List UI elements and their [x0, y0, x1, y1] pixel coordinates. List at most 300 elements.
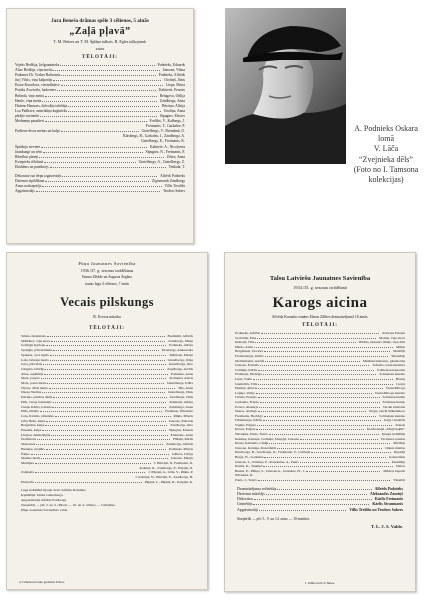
dot-leader	[263, 418, 381, 421]
credit-line: Emma Zētāde un Augusta Šegāna	[82, 275, 132, 279]
row-label: Apgaismotāji	[237, 507, 258, 512]
row-label: Patriks Zweivela, barkeners	[15, 88, 57, 93]
row-value: Podnieks, Eduards	[157, 63, 185, 67]
dot-leader	[266, 492, 367, 495]
row-label: Petriņis, pilsētas melis	[21, 395, 53, 400]
dot-leader	[50, 358, 165, 361]
dot-leader	[42, 428, 165, 431]
row-value: Zīle, Anna	[178, 385, 193, 390]
dot-leader	[51, 433, 167, 436]
row-label: Alise Hedžija, viņa meita	[15, 68, 53, 73]
row-value: Māsitas kapelis	[383, 468, 405, 473]
text-line: Apgaismotājs Alfrēds Feldbergs.	[21, 497, 67, 502]
season-line: 1934./35. g. sezonas izrādīšanā	[293, 285, 347, 290]
row-label: Cirulis, Ernests	[235, 395, 257, 400]
list-row	[15, 189, 185, 194]
dot-leader	[60, 63, 154, 66]
dot-leader	[300, 437, 378, 440]
row-label: Dramatizējuma režisētājs	[237, 486, 277, 491]
row-value: Sīpugins, Morics	[159, 113, 185, 118]
genre-line: Alfrēda Karnaša romāns Elmas Zālītes dramatizējumā 18 ainās.	[271, 315, 369, 319]
dot-leader	[43, 150, 143, 153]
row-label: Dekoratori un tērpu izgatavotājs	[15, 173, 62, 178]
row-value: Zandbergs, Jānis	[169, 395, 193, 400]
season-line: 1936./37. g. sezonas izrādīšanas	[80, 268, 134, 273]
text-line: (Foto no I. Tamsona	[353, 164, 419, 174]
dot-leader	[45, 119, 147, 122]
row-label: Jansone, Kalniņa, Rozenfeldt	[235, 445, 277, 450]
text-line: kolekcijas)	[368, 175, 404, 185]
dot-leader	[300, 460, 389, 463]
printer-line: 4. Cēliens un tautu gredzens Talsos.	[19, 580, 65, 584]
dot-leader	[42, 390, 165, 393]
row-label: Kimoņš, Vilis	[235, 340, 255, 345]
text-line: lomā	[378, 134, 394, 144]
signature: T. L. J. S. Valde.	[371, 524, 403, 530]
dot-leader	[258, 386, 383, 389]
row-label: Freimane, Hedviga	[235, 372, 262, 377]
row-label: Frīdenbergs, Kārlis	[235, 418, 262, 423]
credit-line-2: tautas luga 4 cēlienos, 7 ainās	[85, 282, 129, 286]
dot-leader	[263, 372, 377, 375]
row-value: Podnieka, Anna	[170, 371, 193, 376]
row-label: Padomes Dr. Vorkes Baltromis	[15, 73, 61, 78]
row-value: Podnieka, Annas	[169, 376, 193, 381]
row-label: Laža, bērzaju meita	[21, 357, 49, 362]
row-label: Pieteiks, kalps	[21, 428, 42, 433]
row-label: Kvinpiešu tēlošanā	[15, 159, 44, 164]
list-row	[21, 480, 193, 485]
text-line: Starpbrīdi — pēc 2. un 3. cēliena — 10, un 4. cēliena — 5 minūtes.	[21, 502, 116, 507]
row-label: Skarss, Andrejs	[235, 409, 257, 414]
row-label: Berģerēns, kalps	[21, 423, 45, 428]
row-label: Pauls, J., Teatrs	[235, 478, 257, 482]
dot-leader	[257, 423, 392, 426]
row-label: Lara, Kvinlis, pilsnieks	[21, 413, 54, 418]
row-value: Dāvīds, meistars Ošiņš, viņa dēls	[358, 340, 405, 345]
row-value: Kristaps Peleņis	[382, 331, 405, 335]
dot-leader	[51, 339, 165, 342]
row-label: Klosts, Edgars	[235, 427, 256, 432]
row-label: Lapiņa, Valija	[235, 390, 255, 395]
credits-list	[7, 174, 193, 194]
row-value: Zandberga, Anna	[168, 404, 193, 409]
dot-leader	[256, 391, 372, 394]
dot-leader	[35, 470, 145, 473]
row-value: Vucneiblbogs	[385, 386, 405, 391]
dot-leader	[61, 83, 163, 86]
dot-leader	[47, 381, 164, 384]
row-label: Mols, poera meita	[21, 381, 47, 386]
play-author-line: Jara Beneša drāmas spēle 3 cēlienos, 5 ainās	[51, 18, 149, 24]
row-label: Cīpara, Jānis meita	[21, 385, 48, 390]
row-value: Freilibs, V., Kalbergs, J.	[149, 119, 185, 124]
dot-leader	[253, 502, 369, 505]
row-value: Konferansjē „Zilajā kaķīti”	[366, 427, 405, 432]
dot-leader	[257, 336, 376, 339]
row-label: pārējie tuvinieki	[15, 113, 40, 118]
row-label: Barkis, E., Pūliņa, S., Jansons G., Garkalne, Fr., J.	[235, 468, 306, 473]
text-line: Pūņu Jaunatnes Savienības valde.	[21, 507, 69, 512]
dot-leader	[37, 437, 170, 440]
row-value: Solmeisau kundze	[379, 413, 405, 418]
row-value: Pūpiņš, L., Pūpiņš, R., Kalpiņš, K.	[144, 479, 193, 484]
dot-leader	[40, 409, 162, 412]
row-value: Pasnātāja	[391, 459, 405, 464]
cast-heading: TĒLOTĀJI:	[82, 55, 118, 60]
dot-leader	[61, 129, 139, 132]
row-label: Skaterests	[21, 442, 36, 447]
row-label: Spuļans, vecs ieprīs	[21, 352, 49, 357]
dot-leader	[50, 353, 167, 356]
row-value: Zandbergs, Otto	[170, 423, 193, 428]
row-value: Bērziņa, Alīsija	[162, 103, 185, 108]
row-label: Bērnības pāreņi	[15, 154, 39, 159]
row-label: Eroze Kuradova, viesmīlniece	[15, 83, 60, 88]
row-value: J. Kalniņš, N., Bērziņš, E., Zandbergs, B.	[135, 475, 193, 480]
dot-leader	[52, 405, 166, 408]
row-value: Solmeisu kunde	[382, 399, 405, 404]
row-label: Vaņins, Edgars	[235, 422, 256, 427]
row-value: Liepa, Marta	[165, 83, 185, 88]
dot-leader	[258, 382, 393, 385]
row-value: Kausis	[395, 422, 405, 427]
row-value: Solmeisau kundze	[379, 372, 405, 377]
list-row	[235, 478, 405, 483]
dot-leader	[49, 386, 175, 389]
dot-leader	[260, 400, 380, 403]
row-value: Jansone, Marija	[170, 456, 193, 461]
row-label: Jurj Vilsts, viņa kalpotājs	[15, 78, 53, 83]
dot-leader	[265, 354, 389, 357]
row-label: Pīkols, Antis	[235, 344, 253, 349]
society-name: Pūņu Jaunatnes Savienība	[78, 261, 136, 266]
dot-leader	[35, 480, 142, 483]
row-label: Loa Pailbave, amerikāņu kuģinieks	[15, 108, 68, 113]
row-value: Podnieks, Alfrēds	[158, 73, 185, 78]
play-title: „Zaļā pļavā”	[69, 26, 131, 37]
row-label: Garkalnа, Frieda	[235, 399, 259, 404]
row-value: Zandbergs, Anna	[159, 98, 185, 103]
dot-leader	[254, 497, 372, 500]
dot-leader	[36, 442, 163, 445]
dot-leader	[31, 452, 170, 455]
dot-leader	[255, 340, 355, 343]
row-value: Gintelbergs, Otto	[168, 362, 193, 367]
text-line: Izpildītāja: Imma Gintelberga.	[21, 492, 64, 497]
dot-leader	[53, 348, 158, 351]
row-value: Zebra, Anna	[166, 154, 185, 159]
row-value: Dejotāji	[393, 450, 405, 455]
notes-block	[7, 488, 207, 513]
row-label: Ainas noskaņotājs	[15, 183, 42, 188]
row-value: Alfrēds Podnieks	[374, 486, 403, 491]
row-label: Sibins, muiznieks	[21, 334, 46, 338]
portrait-image	[225, 8, 346, 164]
cast-list	[225, 331, 415, 483]
dot-leader	[61, 73, 155, 76]
row-value: Vecam kladonis	[382, 404, 405, 409]
dot-leader	[62, 174, 157, 177]
dot-leader	[45, 367, 164, 370]
row-value: Miclīnis	[393, 441, 405, 446]
program-karogs-aicina	[224, 252, 416, 592]
dot-leader	[53, 400, 167, 403]
row-label: Gata, pārvalnis	[21, 362, 43, 367]
dot-leader	[261, 331, 379, 334]
row-label: Jansons, Ernolds	[235, 363, 259, 368]
dot-leader	[45, 179, 149, 182]
actor-photo	[225, 8, 346, 164]
dot-leader	[306, 469, 380, 472]
dot-leader	[264, 414, 377, 417]
row-value: Viesnīdi	[393, 478, 405, 482]
dot-leader	[44, 160, 135, 163]
dot-leader	[265, 359, 360, 362]
text-line: Luga izrādāmā atļauju devis Alfrēds Podnieks.	[21, 487, 87, 492]
row-label: Vecbrālis, Ema	[235, 335, 257, 340]
row-label: Klams, K., Tuumpš	[235, 464, 263, 469]
cast-heading: TĒLOTĀJI:	[89, 326, 125, 331]
row-value: Sīpugins, N., Freimanis, F.	[145, 149, 185, 154]
row-label: Hanlo, viņa meita	[15, 98, 42, 103]
row-value: Klasbergs, R., Garkalns, J., Zandberga, A.	[122, 134, 185, 139]
row-value: Jansone, Vilma	[162, 68, 185, 73]
row-label: Šaitps	[21, 451, 30, 456]
dot-leader	[259, 508, 346, 511]
row-value: Gintelbergs, A., Gintelbergs, Z.	[138, 159, 185, 164]
cast-heading: TĒLOTĀJI:	[302, 323, 338, 328]
dot-leader	[45, 94, 157, 97]
row-label: Zaļinskis	[21, 470, 34, 475]
dot-leader	[41, 456, 167, 459]
row-value: Klasbergs, Aleksandrs	[161, 348, 193, 353]
row-label: Liete, Valda	[235, 376, 252, 381]
row-value: Aleksandrs Zauriņš	[370, 491, 403, 496]
row-value: Kaģs viesnīcās	[384, 418, 405, 423]
dot-leader	[41, 145, 147, 148]
row-label: Belinda, viņa meita	[15, 93, 44, 98]
text-line: A. Podnieks Oskara	[354, 124, 418, 133]
row-label: Pūša, bēralis	[21, 409, 39, 414]
dot-leader	[53, 78, 161, 81]
row-label: Molmalbeišs, Adolfs	[235, 358, 265, 363]
row-label: Jodringu Ķerbajs	[21, 343, 46, 348]
row-value: Liezja	[396, 381, 405, 386]
dot-leader	[256, 427, 363, 430]
row-label: Dzāene Hansons, dzīvokļu izīrētāja	[15, 103, 68, 108]
list-row	[15, 165, 185, 170]
list-row	[237, 508, 403, 513]
row-value: Matilja, viņa sieva	[379, 335, 405, 340]
row-value: Kārlis Freimanis	[374, 497, 403, 502]
row-value: Jansons, Eduards	[168, 418, 193, 423]
row-label: Cārgarts, bērzājs	[21, 366, 45, 371]
dot-leader	[46, 419, 166, 422]
row-label: Mute, poepre	[21, 376, 40, 381]
dot-leader	[45, 423, 167, 426]
dot-leader	[254, 345, 393, 348]
dot-leader	[39, 155, 164, 158]
dot-leader	[42, 99, 157, 102]
row-label: Puišiene divas meitas un kalpi	[15, 129, 60, 134]
row-label: Berģa, Fr., Garkalne	[235, 455, 264, 460]
row-value: Freimanis, T., Garkalne, P.	[145, 124, 185, 129]
row-label: Multipirs	[21, 460, 35, 465]
dot-leader	[253, 377, 393, 380]
row-value: Sīnatelājs	[391, 353, 405, 358]
dot-leader	[46, 447, 166, 450]
row-label: Dekoratos	[237, 497, 253, 502]
row-value: Villis Treulibs	[164, 183, 185, 188]
row-value: Hanna	[395, 376, 405, 381]
cast-list	[7, 334, 207, 485]
dot-leader	[260, 363, 370, 366]
translators-line: T. M. Brūzes un T. M. Šplāņa tulkots. R. Egles tulkojumā.	[53, 39, 147, 44]
row-value: Flīkiņš, Kārlis	[172, 437, 193, 442]
dot-leader	[35, 461, 151, 464]
row-value: Muižniecmeisteru, glezniotājs	[362, 358, 405, 363]
row-value: Podnieks, Pēteris	[168, 446, 193, 451]
row-value: Ozoliņš, Jānis	[164, 78, 185, 83]
row-value: Solmeisu kunde	[382, 395, 405, 400]
row-value: J. Pūpiņš, A., Gāle, V., Rūķis, P.	[148, 470, 193, 475]
row-label: Jēzeps Nudins	[21, 390, 42, 395]
row-label: Cuzņu Kārlis, balonis	[21, 404, 52, 409]
program-vecais-pilskungs	[6, 252, 208, 590]
row-value: Sīpugins, Ernests	[168, 428, 193, 433]
row-label: Jansons, L., Kalniņa, F., Rozekalne, A., Pauls	[235, 459, 299, 464]
row-label: Celmiņš, Kārlis	[235, 367, 257, 372]
row-label: Nāvnieks, K.	[235, 473, 254, 478]
dot-leader	[258, 395, 380, 398]
row-label: Spriņģis, pārvaldnieks	[21, 348, 53, 353]
row-label: Bergmanis, Teodors	[235, 349, 264, 354]
dot-leader	[269, 441, 390, 444]
row-label: Pleniņš, Alberts	[235, 386, 258, 391]
row-value: Nogis, vaicēt māksliniece	[368, 409, 405, 414]
music-credit: R. Eversa mūzika	[93, 315, 121, 319]
dot-leader	[42, 184, 161, 187]
row-value: Rūķis, Pēteris	[173, 413, 193, 418]
row-value: Zandberga, Maija	[168, 338, 193, 343]
staff-list	[225, 487, 415, 513]
row-value: Kalniete, A., Nicoļcerta	[150, 144, 185, 149]
dot-leader	[55, 414, 171, 417]
row-label: Jaunbrūžs, Vilis	[235, 381, 258, 386]
dot-leader	[57, 88, 156, 91]
row-value: Teodors Sakers	[162, 188, 185, 193]
row-label: Dziesmu mācītājs	[237, 491, 265, 496]
row-label: Klestbergs, B., Sotešlaiņa, O., Treimanis, V., Celmiņš	[235, 450, 310, 455]
row-value: Kalnietis, Ernests	[158, 88, 185, 93]
row-value: Gintelberga, Jēma	[167, 357, 193, 362]
row-value: Zigismunds Zandbergs	[152, 178, 185, 183]
dot-leader	[44, 372, 168, 375]
row-label: Vejeks Hedžija, lielgruntnieks	[15, 63, 60, 67]
dot-leader	[264, 349, 390, 352]
row-value: Kalnietis, Alīsija	[169, 399, 193, 404]
row-label: Medmeņu pasažieri	[15, 119, 44, 124]
dot-leader	[46, 343, 166, 346]
dot-leader	[258, 409, 366, 412]
row-value: Alfrēds Podnieks	[160, 173, 185, 178]
row-value: Onkas muižas	[385, 445, 405, 450]
dot-leader	[43, 362, 166, 365]
program-zala-plava	[6, 8, 194, 244]
row-value: Gintelbergs, E., Freimanis, K.	[140, 139, 185, 144]
dot-leader	[277, 487, 371, 490]
dot-leader	[258, 478, 391, 481]
cast-list	[7, 63, 193, 170]
row-label: Nodlistons	[21, 437, 37, 442]
row-value: Tenkala, T.	[168, 164, 185, 169]
row-value: Freimane, Anna	[170, 432, 193, 437]
row-value: Freimane, Elizabete	[165, 409, 193, 414]
row-label: Grimētājs	[237, 502, 253, 507]
dot-leader	[259, 405, 380, 408]
row-label: Lilla Heile, kalps	[21, 418, 46, 423]
row-label: Pēfa, vezqe fatanieķis	[21, 399, 52, 404]
dot-leader	[36, 189, 160, 192]
dot-leader	[264, 455, 386, 458]
row-value: Bremšmā, Alfrēds	[167, 334, 193, 338]
dot-leader	[53, 68, 159, 71]
dot-leader	[53, 395, 166, 398]
text-line: “Zvejnieka dēls”	[359, 154, 413, 164]
row-label: Mādrīnes, viņa sieva	[21, 338, 51, 343]
printer-line: J. Glūda un K-b Talsos.	[305, 581, 335, 585]
dot-leader	[68, 104, 159, 107]
row-value: Mētrieņš, Marija	[169, 352, 193, 357]
row-label: Ekuhēms un pateiktojs	[15, 164, 49, 169]
row-value: Zandbergs, Arvīds	[167, 366, 193, 371]
row-label: Nāvnieks, Pauls, Teatrs	[235, 432, 268, 437]
row-value: Gintelberga, Klāra	[167, 381, 193, 386]
dot-leader	[68, 109, 161, 112]
row-value: Vucneiblbogs kundze	[374, 390, 405, 395]
row-label: Šprāžeju sieviete	[15, 144, 41, 149]
intermission-note: Starpbrīži — pēc 5., 9. un 14. ainas — 10 minūtes.	[237, 517, 310, 522]
row-value: Gintelbergs, V., Bremšmā, O.	[141, 129, 185, 134]
row-label: Keksiņe, Kalniņa, Celmiņa, Sloņeļja, Jansone	[235, 436, 299, 441]
row-label: Alisa, saņēmēja	[21, 371, 44, 376]
row-value: Kontrelikis	[389, 455, 405, 460]
row-label: Hansipe, ruzpilis	[21, 446, 45, 451]
dot-leader	[263, 464, 392, 467]
row-value: Tafnolis, tautu meistars	[372, 363, 405, 368]
play-title: Karogs aicina	[272, 295, 368, 311]
row-label: Klons, Kalnietis, Cēsēji	[235, 441, 269, 446]
play-title: Vecais pilskungs	[60, 295, 154, 309]
row-value: Kalniņš, R., Zandbergs, E., Pūpiņš, O.	[139, 465, 193, 470]
row-label: Porecs, Aleksejs	[235, 404, 258, 409]
row-value: Vecsmeru naudas	[380, 436, 405, 441]
row-label: Dziesmu izpildīšana	[15, 178, 45, 183]
row-value: Belugova, Otīlija	[159, 93, 185, 98]
dot-leader	[41, 376, 167, 379]
dot-leader	[47, 334, 165, 337]
text-line: V. Lāča	[373, 144, 399, 154]
row-value: J. Bērziņš, N. Freimanis, O.	[154, 460, 193, 465]
row-value: Solmeisau kapteinis	[376, 367, 405, 372]
dot-leader	[258, 368, 374, 371]
row-label: Freimanis, Hedviga	[235, 413, 263, 418]
row-value: Mējus	[396, 344, 405, 349]
row-label: Apgaismotājs	[15, 188, 35, 193]
row-value: Gēbera, Lūcija	[172, 451, 193, 456]
row-label: Jaunkungi un zēni	[15, 149, 42, 154]
